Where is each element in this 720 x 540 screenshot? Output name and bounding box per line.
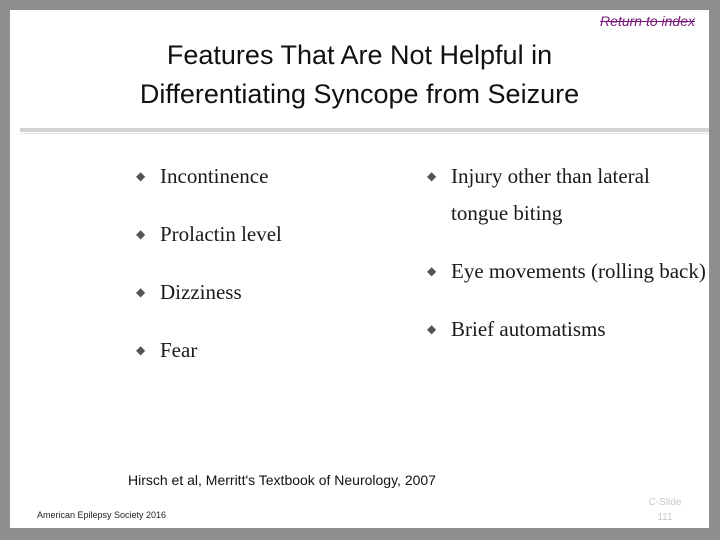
list-item [427,311,707,348]
right-bullet-list [427,158,707,369]
list-item [136,158,386,195]
list-item-text: Dizziness [160,280,242,304]
bullet-icon: ◆ [427,322,437,336]
slide-label: C-Slide [648,497,682,508]
title-divider-thin [20,133,709,134]
bullet-icon: ◆ [136,227,146,241]
slide-title [10,36,709,114]
left-bullet-list [136,158,386,390]
title-line-2: Differentiating Syncope from Seizure [139,79,580,109]
list-item-text: Incontinence [160,164,269,188]
list-item-text: Eye movements (rolling back) [451,259,706,283]
list-item [136,216,386,253]
list-item-text: Brief automatisms [451,317,606,341]
bullet-icon: ◆ [427,169,437,183]
bullet-icon: ◆ [136,169,146,183]
slide-number: 111 [657,512,673,523]
slide-identifier [635,495,695,525]
list-item [136,332,386,369]
slide [10,10,709,528]
bullet-icon: ◆ [136,343,146,357]
bullet-icon: ◆ [427,264,437,278]
list-item-text: Injury other than lateral tongue biting [451,164,650,225]
list-item [136,274,386,311]
return-to-index-link[interactable]: Return to index [600,13,695,29]
title-line-1: Features That Are Not Helpful in [166,40,553,70]
list-item [427,158,707,232]
citation: Hirsch et al, Merritt's Textbook of Neurology, 2007 [128,472,436,488]
title-divider [20,128,709,132]
footer-society: American Epilepsy Society 2016 [37,510,167,520]
bullet-icon: ◆ [136,285,146,299]
list-item-text: Fear [160,338,198,362]
list-item-text: Prolactin level [160,222,282,246]
list-item [427,253,707,290]
